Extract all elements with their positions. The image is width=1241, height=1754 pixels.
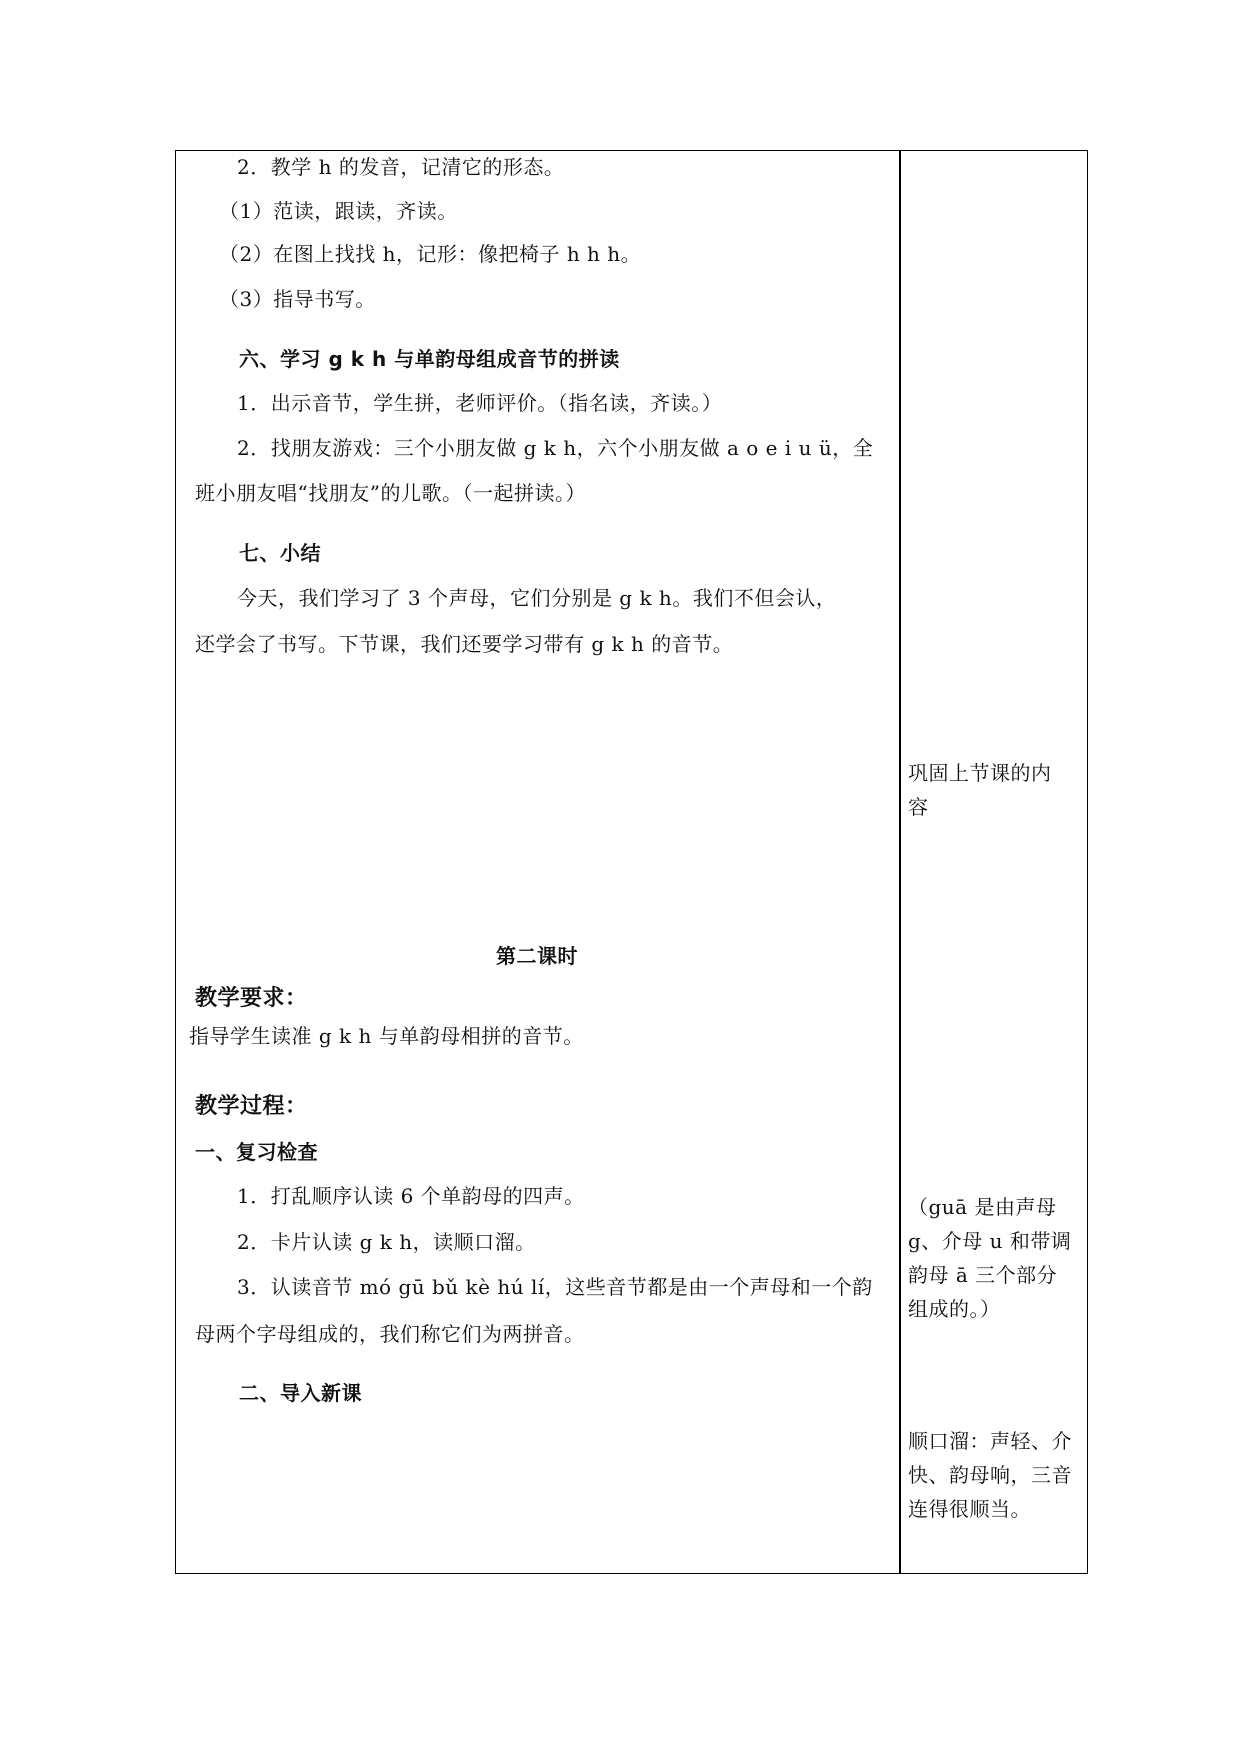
note-gua-line3: 韵母 ā 三个部分 [908, 1263, 1058, 1287]
substep-read: （1）范读，跟读，齐读。 [219, 199, 458, 223]
review-step-3: 3．认读音节 mó gū bǔ kè hú lí，这些音节都是由一个声母和一个韵 [237, 1275, 873, 1299]
section-two-heading: 二、导入新课 [239, 1381, 362, 1405]
teaching-process-heading: 教学过程： [195, 1094, 308, 1119]
note-gua-line1: （guā 是由声母 [908, 1195, 1057, 1219]
section-one-heading: 一、复习检查 [195, 1140, 318, 1164]
substep-writing: （3）指导书写。 [219, 287, 376, 311]
note-consolidate-line2: 容 [908, 795, 929, 819]
section-six-heading: 六、学习 g k h 与单韵母组成音节的拼读 [239, 347, 620, 371]
note-gua-line4: 组成的。） [908, 1297, 1001, 1321]
notes-column [901, 150, 1086, 1574]
teaching-requirements-text: 指导学生读准 g k h 与单韵母相拼的音节。 [189, 1024, 584, 1048]
step-find-friends: 2．找朋友游戏：三个小朋友做 g k h，六个小朋友做 a o e i u ü，全 [237, 436, 874, 460]
substep-find-h: （2）在图上找找 h，记形：像把椅子 h h h。 [219, 242, 642, 266]
step-show-syllables: 1．出示音节，学生拼，老师评价。（指名读，齐读。） [237, 391, 723, 415]
step-find-friends-cont: 班小朋友唱“找朋友”的儿歌。（一起拼读。） [195, 481, 586, 505]
main-column [175, 150, 899, 1574]
review-step-2: 2．卡片认读 g k h，读顺口溜。 [237, 1230, 536, 1254]
section-seven-heading: 七、小结 [239, 541, 321, 565]
note-rhyme-line1: 顺口溜：声轻、介 [908, 1429, 1072, 1453]
second-lesson-title: 第二课时 [496, 944, 578, 968]
teaching-requirements-heading: 教学要求： [195, 986, 308, 1011]
note-rhyme-line2: 快、韵母响，三音 [908, 1463, 1072, 1487]
note-consolidate-line1: 巩固上节课的内 [908, 761, 1052, 785]
note-gua-line2: g、介母 u 和带调 [908, 1229, 1072, 1253]
review-step-1: 1．打乱顺序认读 6 个单韵母的四声。 [237, 1184, 585, 1208]
review-step-3-cont: 母两个字母组成的，我们称它们为两拼音。 [195, 1322, 585, 1346]
summary-text: 今天，我们学习了 3 个声母，它们分别是 g k h。我们不但会认， [237, 586, 837, 610]
note-rhyme-line3: 连得很顺当。 [908, 1497, 1031, 1521]
summary-text-cont: 还学会了书写。下节课，我们还要学习带有 g k h 的音节。 [195, 632, 734, 656]
step-h-pronunciation: 2．教学 h 的发音，记清它的形态。 [237, 155, 565, 179]
